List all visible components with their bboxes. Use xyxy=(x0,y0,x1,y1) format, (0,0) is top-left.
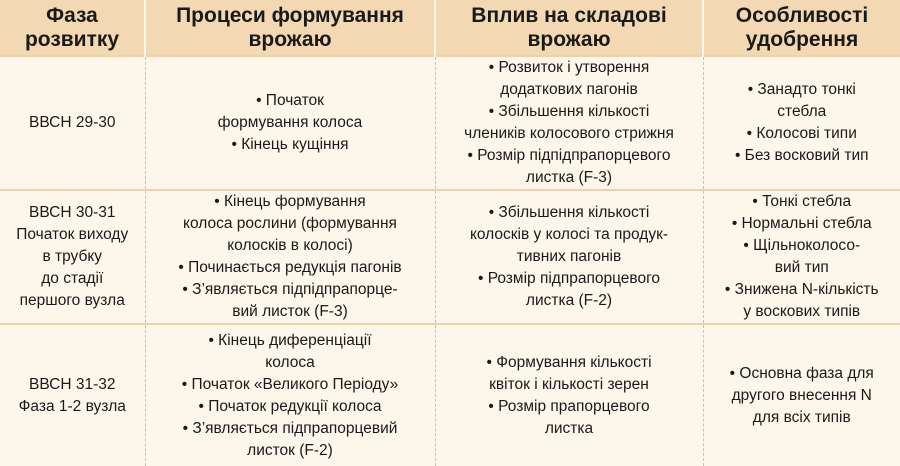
fertilization-cell: • Основна фаза для другого внесення N для всіх типів xyxy=(703,324,900,466)
header-processes: Процеси формування врожаю xyxy=(145,0,435,56)
table-row xyxy=(0,190,900,324)
header-fertilization: Особливості удобрення xyxy=(703,0,900,56)
phase-cell: ВВСН 29-30 xyxy=(0,56,145,190)
processes-cell: • Початок формування колоса • Кінець кущіння xyxy=(145,56,435,190)
table-row xyxy=(0,324,900,466)
phase-cell: ВВСН 30-31 Початок виходу в трубку до стадії першого вузла xyxy=(0,190,145,324)
fertilization-cell: • Занадто тонкі стебла • Колосові типи • Без восковий тип xyxy=(703,56,900,190)
table-row xyxy=(0,56,900,190)
processes-cell: • Кінець формування колоса рослини (формування колосків в колосі) • Починається редукція пагонів • З’являється підпідпрапорце- вий листок (F-3) xyxy=(145,190,435,324)
processes-cell: • Кінець диференціації колоса • Початок «Великого Періоду» • Початок редукції колоса • З’являється підпрапорцевий листок (F-2) xyxy=(145,324,435,466)
influence-cell: • Розвиток і утворення додаткових пагонів • Збільшення кількості члеників колосового стрижня • Розмір підпідпрапорцевого листка (F-3) xyxy=(435,56,703,190)
header-phase: Фаза розвитку xyxy=(0,0,145,56)
influence-cell: • Збільшення кількості колосків у колосі та продук- тивних пагонів • Розмір підпрапорцевого листка (F-2) xyxy=(435,190,703,324)
header-row xyxy=(0,0,900,56)
fertilization-cell: • Тонкі стебла • Нормальні стебла • Щільноколосо- вий тип • Знижена N-кількість у воскових типів xyxy=(703,190,900,324)
influence-cell: • Формування кількості квіток і кількості зерен • Розмір прапорцевого листка xyxy=(435,324,703,466)
header-influence: Вплив на складові врожаю xyxy=(435,0,703,56)
phase-cell: ВВСН 31-32 Фаза 1-2 вузла xyxy=(0,324,145,466)
